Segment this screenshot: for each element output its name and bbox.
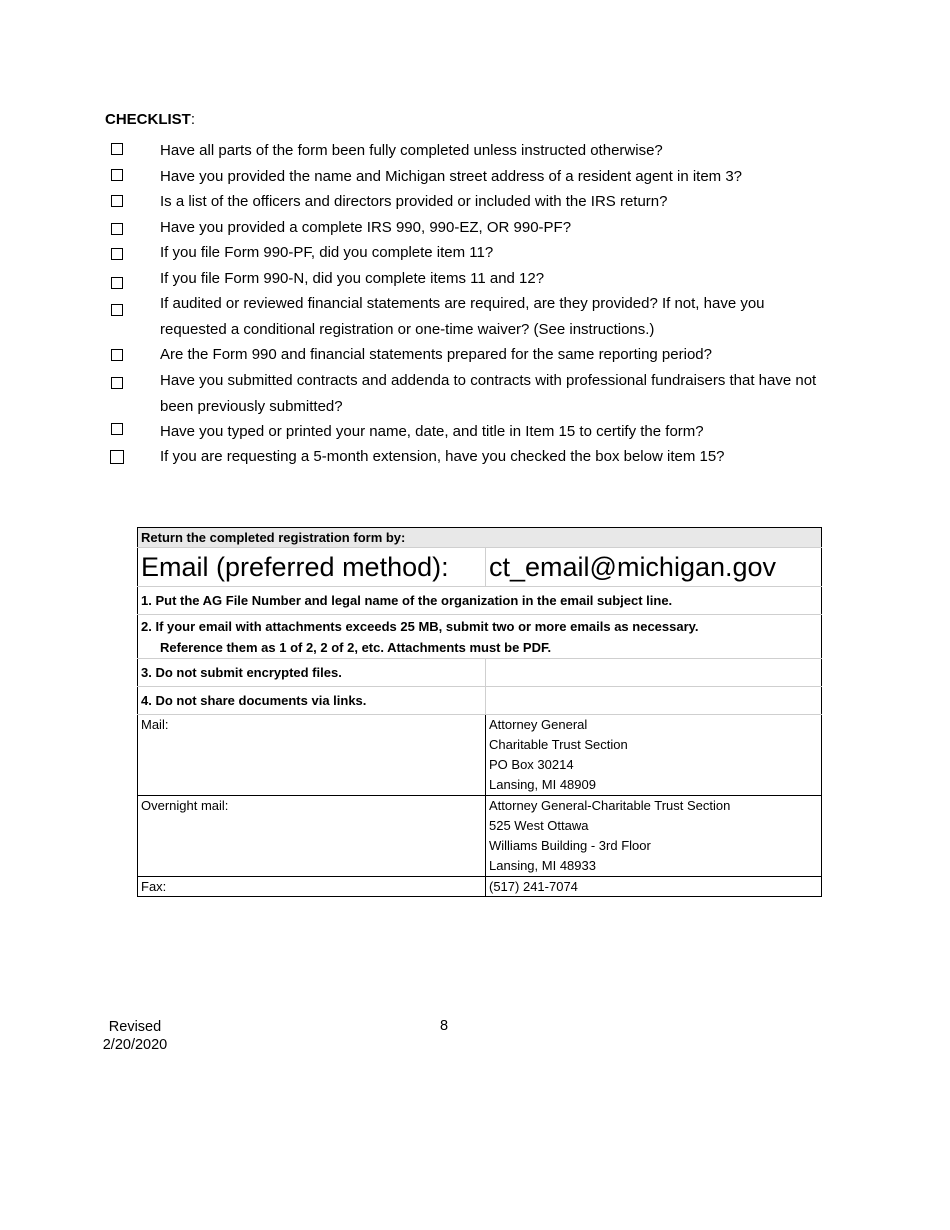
checklist-item-text: Have all parts of the form been fully completed unless instructed otherwise? [160,142,663,159]
empty-cell [486,687,822,715]
revision-note [100,1018,170,1054]
revised-date: 2/20/2020 [102,1037,168,1053]
checkbox[interactable] [111,423,123,435]
checkbox[interactable] [111,223,123,235]
instruction-4: 4. Do not share documents via links. [138,687,486,715]
mail-label: Mail: [138,715,486,796]
revised-label: Revised [108,1019,162,1035]
overnight-mail-label: Overnight mail: [138,796,486,877]
email-address[interactable]: ct_email@michigan.gov [486,548,822,587]
checklist-item-text: If you file Form 990-PF, did you complete item 11? [160,244,494,261]
overnight-line: Lansing, MI 48933 [489,858,596,873]
checklist-item-text: If audited or reviewed financial statements are required, are they provided? If not, have you requested a conditional registration or one-time waiver? (See instructions.) [160,295,765,338]
checklist-title: CHECKLIST: [105,111,196,128]
checklist-item-text: Have you provided the name and Michigan street address of a resident agent in item 3? [160,168,743,185]
checklist-item-text: Have you typed or printed your name, date, and title in Item 15 to certify the form? [160,423,704,440]
mail-line: Attorney General [489,717,588,732]
instruction-3: 3. Do not submit encrypted files. [138,659,486,687]
overnight-line: Attorney General-Charitable Trust Section [489,798,731,813]
checklist-item-text: Are the Form 990 and financial statements prepared for the same reporting period? [160,346,712,363]
mail-line: Charitable Trust Section [489,737,628,752]
mail-line: Lansing, MI 48909 [489,777,596,792]
instruction-1: 1. Put the AG File Number and legal name of the organization in the email subject line. [138,587,822,615]
empty-cell [486,659,822,687]
checklist-item-text: Have you provided a complete IRS 990, 990-EZ, OR 990-PF? [160,219,572,236]
checkbox[interactable] [111,304,123,316]
checkbox[interactable] [111,277,123,289]
checklist-item-text: Have you submitted contracts and addenda to contracts with professional fundraisers that have not been previously submitted? [160,372,817,415]
checklist-item-text: If you are requesting a 5-month extension, have you checked the box below item 15? [160,448,725,465]
checkbox[interactable] [111,195,123,207]
overnight-mail-address [486,796,822,877]
checkbox[interactable] [111,248,123,260]
fax-label: Fax: [138,877,486,897]
page-number: 8 [440,1018,449,1034]
return-instructions-table [137,527,822,897]
checkbox[interactable] [111,377,123,389]
checkbox[interactable] [111,349,123,361]
checkbox[interactable] [111,169,123,181]
fax-number: (517) 241-7074 [486,877,822,897]
email-label: Email (preferred method): [138,548,486,587]
return-table-header: Return the completed registration form by: [138,528,822,548]
overnight-line: 525 West Ottawa [489,818,589,833]
checklist-item-text: If you file Form 990-N, did you complete items 11 and 12? [160,270,545,287]
overnight-line: Williams Building - 3rd Floor [489,838,651,853]
instruction-2: 2. If your email with attachments exceeds 25 MB, submit two or more emails as necessary. [138,615,822,639]
mail-address [486,715,822,796]
mail-line: PO Box 30214 [489,757,574,772]
checklist-item-text: Is a list of the officers and directors provided or included with the IRS return? [160,193,668,210]
checkbox[interactable] [111,143,123,155]
checkbox[interactable] [110,450,124,464]
instruction-2-continued: Reference them as 1 of 2, 2 of 2, etc. Attachments must be PDF. [138,638,822,659]
